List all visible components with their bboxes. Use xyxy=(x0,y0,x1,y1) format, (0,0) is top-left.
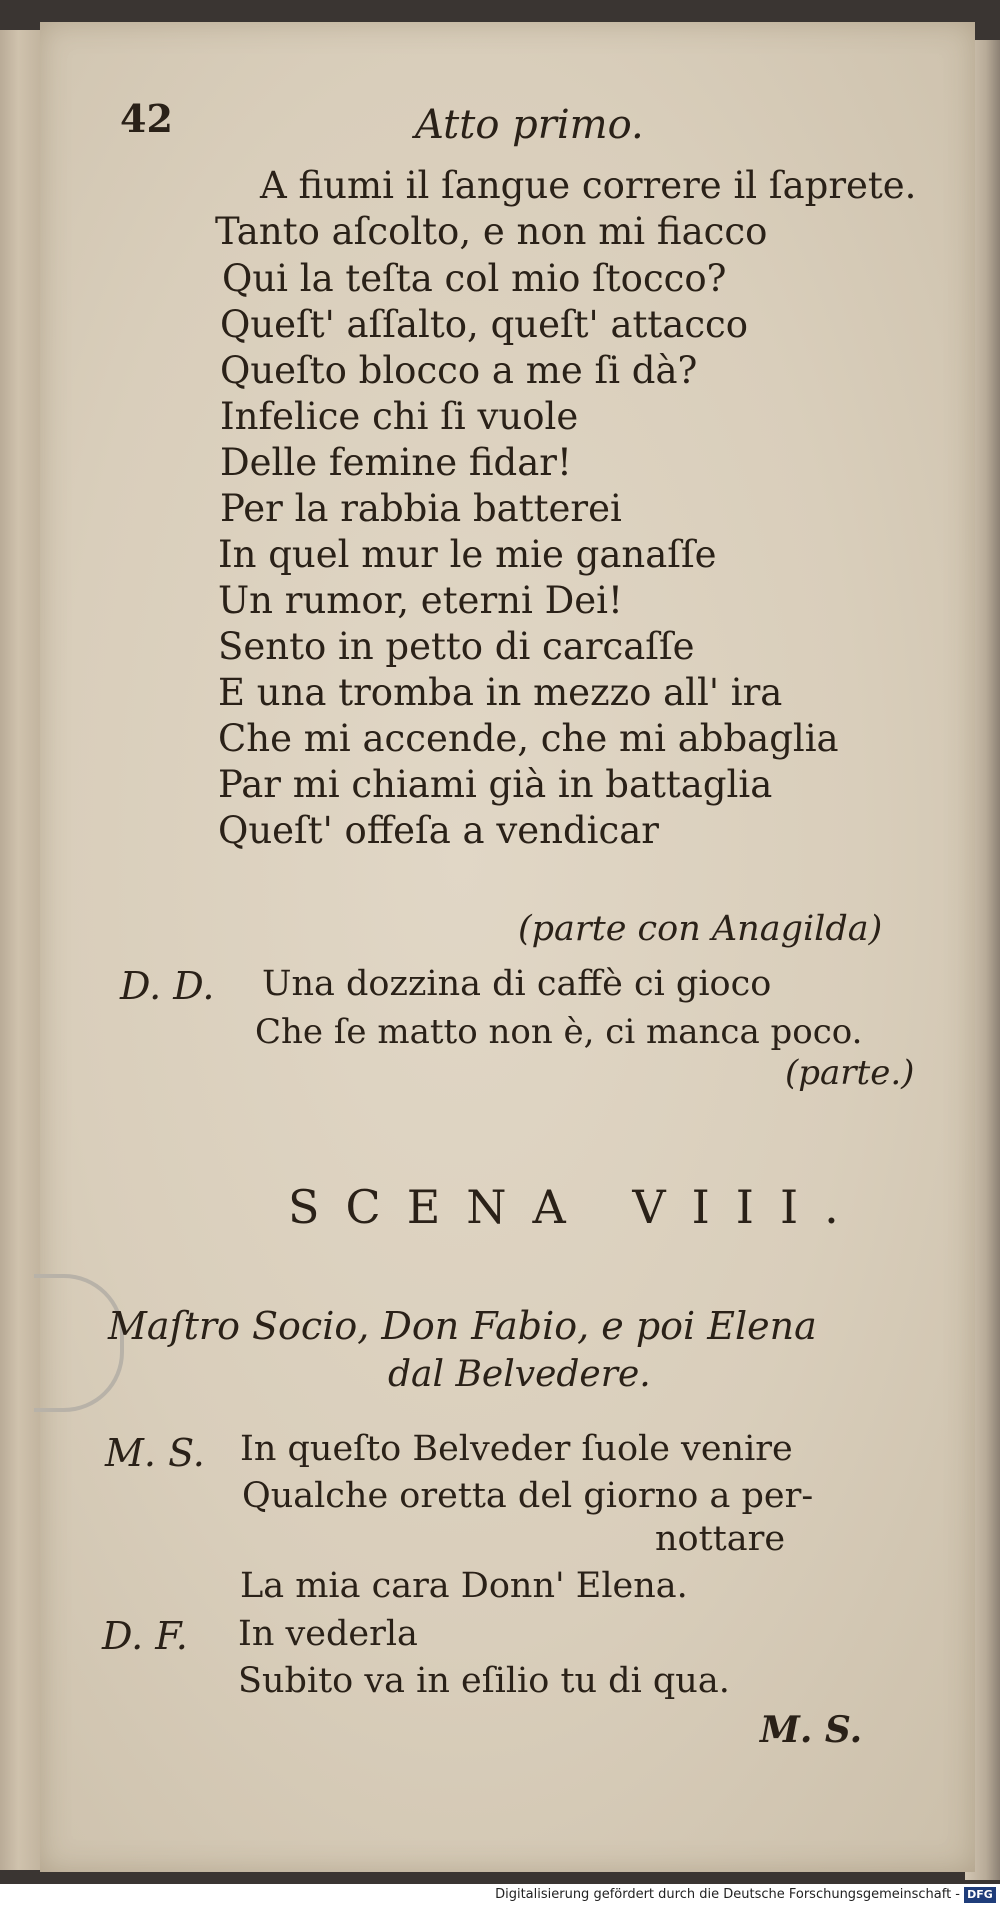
character-list: Maſtro Socio, Don Fabio, e poi Elena xyxy=(108,1304,817,1348)
verse-line: Queſto blocco a me ſi dà? xyxy=(220,349,698,392)
dfg-logo: DFG xyxy=(964,1887,996,1903)
speaker-label: D. F. xyxy=(102,1614,188,1658)
verse-line: Una dozzina di caffè ci gioco xyxy=(262,964,772,1004)
verse-line: Che mi accende, che mi abbaglia xyxy=(218,717,839,760)
verse-line: Che ſe matto non è, ci manca poco. xyxy=(255,1012,863,1052)
verse-line: In queſto Belveder ſuole venire xyxy=(240,1429,793,1469)
stage-direction: (parte con Anagilda) xyxy=(518,909,883,949)
character-list: dal Belvedere. xyxy=(388,1354,651,1395)
verse-line: In vederla xyxy=(238,1614,418,1654)
verse-line: Sento in petto di carcaſſe xyxy=(218,625,695,668)
verse-line: A fiumi il ſangue correre il ſaprete. xyxy=(260,164,917,207)
verse-line: Per la rabbia batterei xyxy=(220,487,622,530)
page-header xyxy=(40,86,975,156)
verse-line: nottare xyxy=(655,1519,786,1559)
verse-line: Queſt' aſſalto, queſt' attacco xyxy=(220,303,749,346)
speaker-label: M. S. xyxy=(105,1431,205,1475)
verse-line: Delle femine fidar! xyxy=(220,441,572,484)
book-page xyxy=(40,22,975,1872)
verse-line: Qualche oretta del giorno a per- xyxy=(242,1476,814,1516)
page-number: 42 xyxy=(120,96,173,141)
verse-line: E una tromba in mezzo all' ira xyxy=(218,671,783,714)
verse-line: Par mi chiami già in battaglia xyxy=(218,763,773,806)
running-title: Atto primo. xyxy=(415,102,644,148)
speaker-label: D. D. xyxy=(120,964,215,1008)
stage-direction: (parte.) xyxy=(785,1053,915,1093)
verse-line: Subito va in eſilio tu di qua. xyxy=(238,1661,730,1701)
scene-heading: SCENA VIII. xyxy=(288,1180,865,1234)
verse-line: Infelice chi ſi vuole xyxy=(220,395,579,438)
catchword: M. S. xyxy=(760,1709,863,1751)
verse-line: Tanto aſcolto, e non mi fiacco xyxy=(215,210,768,253)
digitization-footer xyxy=(0,1884,1000,1907)
footer-credit: Digitalisierung gefördert durch die Deutsche Forschungsgemeinschaft - xyxy=(495,1887,960,1902)
verse-line: Qui la teſta col mio ſtocco? xyxy=(222,257,727,300)
verse-line: Queſt' offeſa a vendicar xyxy=(218,809,659,852)
verse-line: La mia cara Donn' Elena. xyxy=(240,1566,688,1606)
verse-line: In quel mur le mie ganaſſe xyxy=(218,533,717,576)
verse-line: Un rumor, eterni Dei! xyxy=(218,579,623,622)
